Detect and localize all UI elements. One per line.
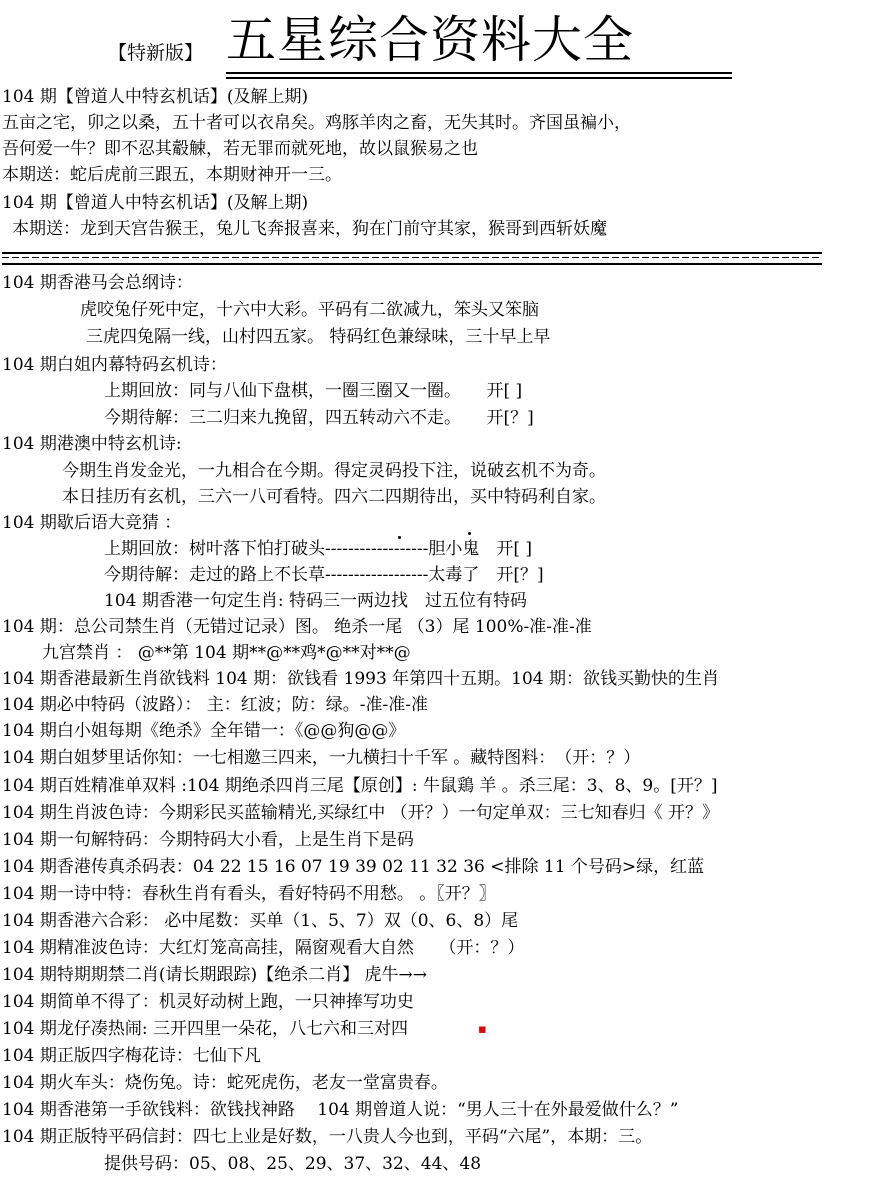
text-line: 104 期火车头：烧伤兔。诗：蛇死虎伤，老友一堂富贵春。	[2, 1073, 448, 1093]
text-line: 104 期正版特平码信封：四七上业是好数，一八贵人今也到，平码“六尾”，本期：三。	[2, 1127, 653, 1147]
text-line: 104 期白姐内幕特码玄机诗：	[2, 355, 227, 375]
text-line: 104 期【曾道人中特玄机话】(及解上期)	[2, 193, 309, 213]
text-line: 本日挂历有玄机，三六一八可看特。四六二四期待出，买中特码利自家。	[62, 487, 606, 507]
text-line: 五亩之宅，卯之以桑，五十者可以衣帛矣。鸡豚羊肉之畜，无失其时。齐国虽褊小，	[2, 113, 631, 133]
text-line: 104 期港澳中特玄机诗:	[2, 434, 182, 454]
text-line: 104 期特期期禁二肖(请长期跟踪)【绝杀二肖】 虎牛→→	[2, 965, 428, 985]
text-line: 104 期简单不得了：机灵好动树上跑，一只神捧写功史	[2, 992, 414, 1012]
section-separator	[2, 252, 822, 265]
text-line: 本期送：龙到天宫告猴王，兔儿飞奔报喜来，狗在门前守其家，猴哥到西斩妖魔	[12, 219, 607, 239]
red-stamp-icon: ▪	[478, 1022, 487, 1037]
text-line: 104 期香港第一手欲钱料：欲钱找神路 104 期曾道人说：“男人三十在外最爱做什么？”	[2, 1100, 679, 1120]
text-line: 今期待解：走过的路上不长草------------------太毒了 开[？]	[104, 565, 544, 585]
text-line: 提供号码：05、08、25、29、37、32、44、48	[104, 1154, 482, 1174]
text-line: 104 期香港传真杀码表：04 22 15 16 07 19 39 02 11 32 36 <排除 11 个号码>绿，红蓝	[2, 857, 705, 877]
page-title: 五星综合资料大全	[226, 11, 634, 69]
text-line: 上期回放：树叶落下怕打破头------------------胆小鬼 开[ ]	[104, 539, 533, 559]
text-line: 虎咬兔仔死中定，十六中大彩。平码有二欲减九，笨头又笨脑	[80, 300, 539, 320]
text-line: 104 期一句解特码：今期特码大小看，上是生肖下是码	[2, 830, 414, 850]
text-line: 三虎四兔隔一线，山村四五家。 特码红色兼绿味，三十早上早	[86, 327, 551, 347]
stray-dot	[468, 532, 471, 535]
title-underline-second	[226, 77, 732, 79]
text-line: 104 期正版四字梅花诗：七仙下凡	[2, 1046, 261, 1066]
text-line: 104 期：总公司禁生肖（无错过记录）图。 绝杀一尾 （3）尾 100%-准-准-准	[2, 617, 592, 637]
text-line: 104 期香港马会总纲诗：	[2, 273, 193, 293]
text-line: 104 期百姓精准单双料 :104 期绝杀四肖三尾【原创】: 牛鼠鶏 羊 。杀三尾：3、8、9。[开？]	[2, 776, 718, 796]
text-line: 104 期歇后语大竞猜 ：	[2, 513, 182, 533]
text-line: 104 期白小姐每期《绝杀》全年错一：《@@狗@@》	[2, 721, 406, 741]
text-line: 104 期香港六合彩： 必中尾数：买单（1、5、7）双（0、6、8）尾	[2, 911, 519, 931]
text-line: 104 期香港一句定生肖: 特码三一两边找 过五位有特码	[104, 591, 527, 611]
text-line: 吾何爱一牛？即不忍其觳觫，若无罪而就死地，故以鼠猴易之也	[2, 139, 478, 159]
text-line: 104 期【曾道人中特玄机话】(及解上期)	[2, 87, 309, 107]
text-line: 104 期白姐梦里话你知：一七相邀三四来，一九横扫十千军 。藏特图料： （开：？）	[2, 748, 641, 768]
text-line: 今期生肖发金光，一九相合在今期。得定灵码投下注，说破玄机不为奇。	[62, 461, 606, 481]
text-line: 104 期生肖波色诗：今期彩民买蓝输精光,买绿红中 （开？）一句定单双：三七知春归《 开？》	[2, 803, 720, 823]
text-line: 本期送：蛇后虎前三跟五，本期财神开一三。	[2, 165, 342, 185]
text-line: 九宫禁肖 ： @**第 104 期**@**鸡*@**对**@	[42, 643, 411, 663]
text-line: 104 期香港最新生肖欲钱料 104 期：欲钱看 1993 年第四十五期。104 期：欲钱买勤快的生肖	[2, 669, 720, 689]
text-line: 今期待解：三二归来九挽留，四五转动六不走。 开[？]	[104, 408, 534, 428]
text-line: 104 期一诗中特：春秋生肖有看头，看好特码不用愁。 。〖开？〗	[2, 884, 496, 904]
text-line: 上期回放：同与八仙下盘棋，一圈三圈又一圈。 开[ ]	[104, 381, 523, 401]
edition-tag: 【特新版】	[108, 42, 204, 64]
text-line: 104 期必中特码（波路）： 主：红波；防：绿。-准-准-准	[2, 695, 428, 715]
text-line: 104 期精准波色诗：大红灯笼高高挂，隔窗观看大自然 （开：？）	[2, 938, 525, 958]
title-underline	[226, 72, 732, 74]
page-header	[0, 0, 870, 84]
text-line: 104 期龙仔凑热闹: 三开四里一朵花，八七六和三对四	[2, 1019, 408, 1039]
